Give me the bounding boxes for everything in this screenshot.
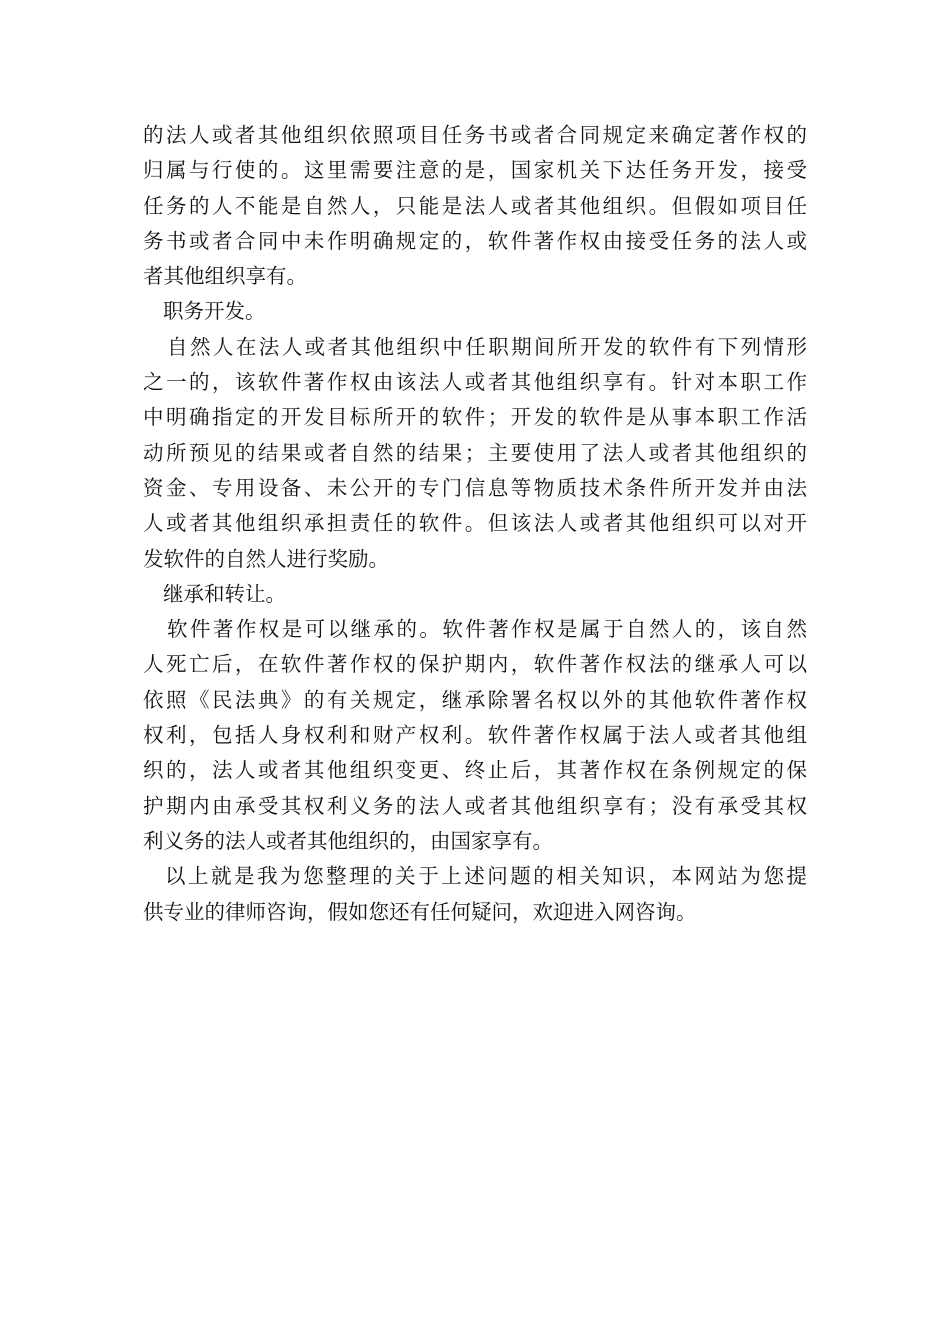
text-line: 织的，法人或者其他组织变更、终止后，其著作权在条例规定的保 [143,758,807,783]
text-line: 权利，包括人身权利和财产权利。软件著作权属于法人或者其他组 [143,723,807,748]
text-line: 归属与行使的。这里需要注意的是，国家机关下达任务开发，接受 [143,158,807,183]
text-line: 以上就是我为您整理的关于上述问题的相关知识，本网站为您提 [165,864,807,889]
text-line: 依照《民法典》的有关规定，继承除署名权以外的其他软件著作权 [143,687,807,712]
text-line: 动所预见的结果或者自然的结果；主要使用了法人或者其他组织的 [143,440,807,465]
section-heading: 继承和转让。 [163,581,286,606]
text-line: 护期内由承受其权利义务的法人或者其他组织享有；没有承受其权 [143,793,807,818]
text-line: 发软件的自然人进行奖励。 [143,546,389,571]
text-line: 资金、专用设备、未公开的专门信息等物质技术条件所开发并由法 [143,475,807,500]
document-body [143,118,807,930]
text-line: 供专业的律师咨询，假如您还有任何疑问，欢迎进入网咨询。 [143,899,697,924]
text-line: 中明确指定的开发目标所开的软件；开发的软件是从事本职工作活 [143,405,807,430]
text-line: 软件著作权是可以继承的。软件著作权是属于自然人的，该自然 [167,617,807,642]
text-line: 之一的，该软件著作权由该法人或者其他组织享有。针对本职工作 [143,370,807,395]
text-line: 人或者其他组织承担责任的软件。但该法人或者其他组织可以对开 [143,511,807,536]
text-line: 人死亡后，在软件著作权的保护期内，软件著作权法的继承人可以 [143,652,807,677]
text-line: 自然人在法人或者其他组织中任职期间所开发的软件有下列情形 [167,334,807,359]
text-line: 务书或者合同中未作明确规定的，软件著作权由接受任务的法人或 [143,228,807,253]
text-line: 的法人或者其他组织依照项目任务书或者合同规定来确定著作权的 [143,123,807,147]
text-line: 者其他组织享有。 [143,264,307,289]
section-heading: 职务开发。 [163,299,266,324]
text-line: 任务的人不能是自然人，只能是法人或者其他组织。但假如项目任 [143,193,807,218]
text-line: 利义务的法人或者其他组织的，由国家享有。 [143,828,553,853]
